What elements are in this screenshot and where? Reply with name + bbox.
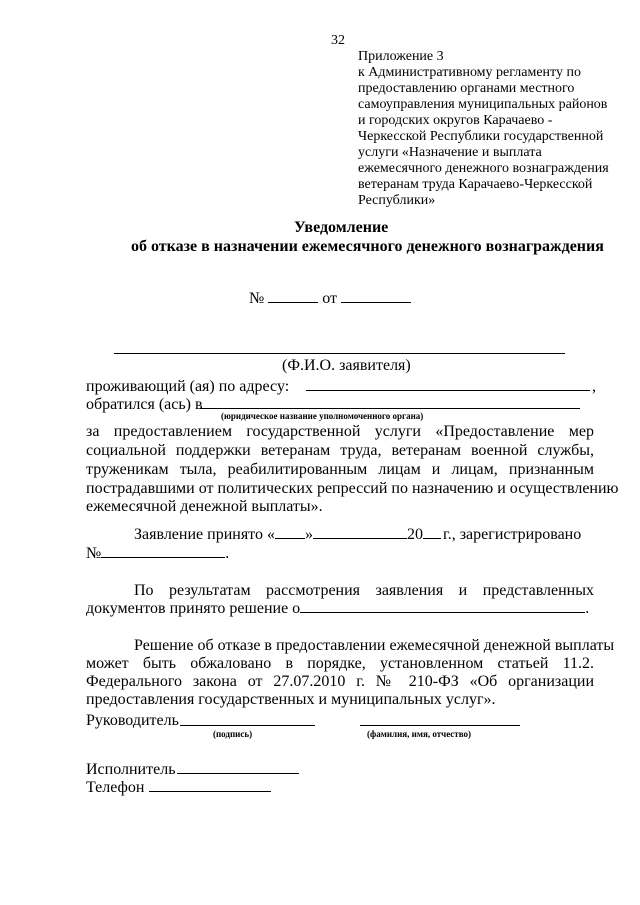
phone-label: Телефон [86, 779, 145, 796]
head-name-field[interactable] [360, 725, 520, 726]
organization-field[interactable] [200, 408, 580, 409]
received-prefix: Заявление принято « [134, 526, 275, 543]
decision-end: . [585, 600, 590, 617]
decision-field[interactable] [300, 612, 585, 613]
received-suffix: г., зарегистрировано [442, 526, 582, 543]
decision-prefix: документов принято решение о [86, 600, 301, 617]
document-subtitle: об отказе в назначении ежемесячного денежного вознаграждения [131, 238, 604, 255]
appendix-line: к Административному регламенту по [358, 65, 581, 80]
body-line: труженикам тыла, реабилитированным лицам и лицам, признанным [86, 461, 594, 478]
address-field[interactable] [306, 390, 590, 391]
registration-number-field[interactable] [101, 557, 225, 558]
name-caption: (фамилия, имя, отчество) [367, 729, 472, 739]
decision-line: По результатам рассмотрения заявления и представленных [134, 582, 594, 599]
executor-field[interactable] [177, 773, 299, 774]
body-line: ежемесячной денежной выплаты». [86, 498, 323, 515]
fio-field[interactable] [114, 353, 565, 354]
fio-caption: (Ф.И.О. заявителя) [282, 357, 411, 374]
received-line [134, 525, 581, 544]
address-label: проживающий (ая) по адресу: [86, 378, 290, 395]
decision-line2 [86, 599, 589, 618]
executor-label: Исполнитель [86, 761, 176, 778]
appendix-line: Приложение 3 [358, 49, 444, 64]
appendix-block [358, 49, 609, 209]
appendix-line: услуги «Назначение и выплата [358, 145, 542, 160]
head-label: Руководитель [86, 712, 179, 729]
appendix-line: предоставлению органами местного [358, 81, 575, 96]
appendix-line: самоуправления муниципальных районов [358, 97, 608, 112]
date-field[interactable] [341, 302, 411, 303]
appeal-line: Федерального закона от 27.07.2010 г. № 210-ФЗ «Об организации [86, 673, 594, 690]
appendix-line: Черкесской Республики государственной [358, 129, 604, 144]
received-month-field[interactable] [313, 538, 407, 539]
registration-number-end: . [225, 545, 230, 562]
received-day-field[interactable] [275, 538, 305, 539]
document-title: Уведомление [294, 219, 389, 236]
appeal-line: предоставления государственных и муниципальных услуг». [86, 691, 496, 708]
received-quote: » [304, 526, 313, 543]
number-field[interactable] [268, 302, 318, 303]
body-line: социальной поддержки ветеранам труда, ветеранам военной службы, [86, 442, 594, 459]
page-number: 32 [331, 33, 345, 48]
number-date-line [249, 289, 411, 308]
phone-field[interactable] [149, 791, 271, 792]
body-line: за предоставлением государственной услуги «Предоставление мер [86, 423, 594, 440]
signature-field[interactable] [180, 725, 315, 726]
appendix-line: ежемесячного денежного вознаграждения [358, 161, 609, 176]
signature-caption: (подпись) [213, 729, 253, 739]
registration-number-line [86, 544, 229, 563]
appeal-line: может быть обжаловано в порядке, установленном статьей 11.2. [86, 655, 594, 672]
appendix-line: Республики» [358, 193, 436, 208]
applied-label: обратился (ась) в [86, 396, 203, 413]
appendix-line: и городских округов Карачаево - [358, 113, 553, 128]
received-year: 20 [406, 526, 423, 543]
organization-caption: (юридическое название уполномоченного органа) [221, 411, 424, 421]
received-year-field[interactable] [423, 538, 441, 539]
address-comma: , [592, 378, 596, 395]
date-from-label: от [322, 290, 338, 307]
number-label: № [249, 290, 265, 307]
appendix-line: ветеранам труда Карачаево-Черкесской [358, 177, 593, 192]
body-line: пострадавшими от политических репрессий по назначению и осуществлению [86, 480, 619, 497]
registration-number-label: № [86, 545, 102, 562]
appeal-line: Решение об отказе в предоставлении ежемесячной денежной выплаты [134, 637, 615, 654]
